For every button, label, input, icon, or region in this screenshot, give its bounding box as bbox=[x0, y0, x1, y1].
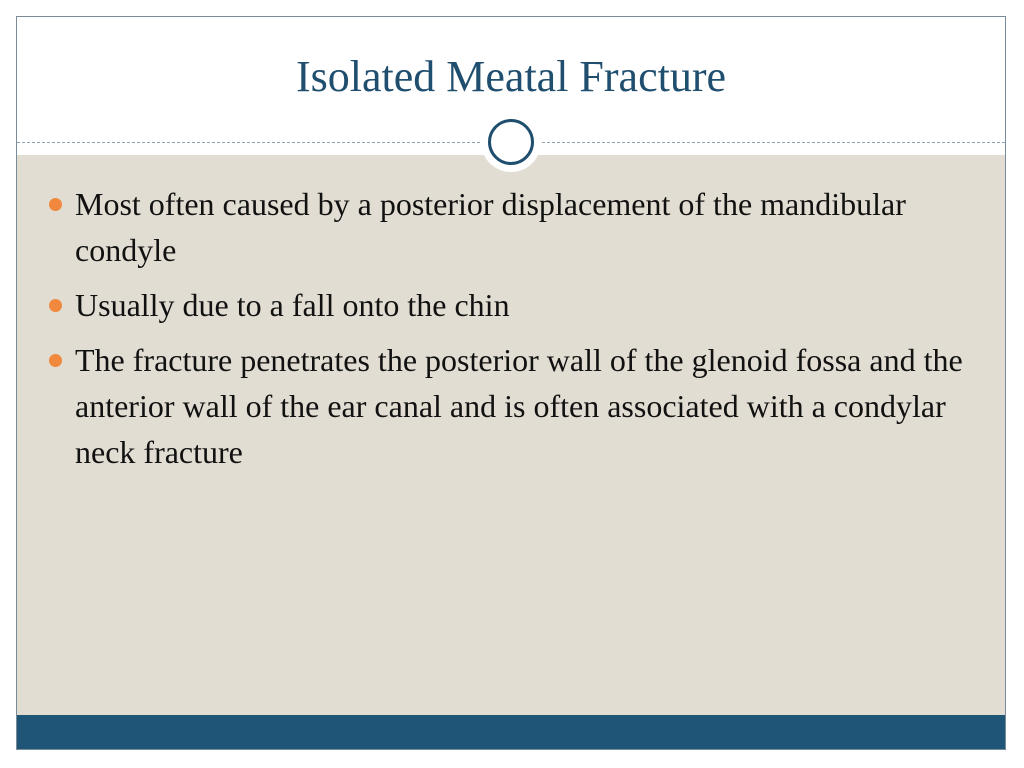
slide bbox=[16, 16, 1006, 750]
bullet-list bbox=[47, 181, 977, 484]
ring-inner bbox=[488, 119, 534, 165]
bullet-text: Usually due to a fall onto the chin bbox=[75, 287, 510, 323]
bullet-dot-icon bbox=[49, 354, 62, 367]
bullet-item bbox=[47, 181, 977, 273]
bullet-item bbox=[47, 337, 977, 475]
footer-bar bbox=[17, 715, 1005, 749]
bullet-item bbox=[47, 282, 977, 328]
bullet-text: Most often caused by a posterior displacement of the mandibular condyle bbox=[75, 186, 906, 268]
bullet-dot-icon bbox=[49, 198, 62, 211]
bullet-text: The fracture penetrates the posterior wall of the glenoid fossa and the anterior wall of the ear canal and is often associated with a condylar neck fracture bbox=[75, 342, 963, 470]
bullet-dot-icon bbox=[49, 299, 62, 312]
ring-icon bbox=[481, 112, 541, 172]
slide-title: Isolated Meatal Fracture bbox=[295, 52, 727, 101]
